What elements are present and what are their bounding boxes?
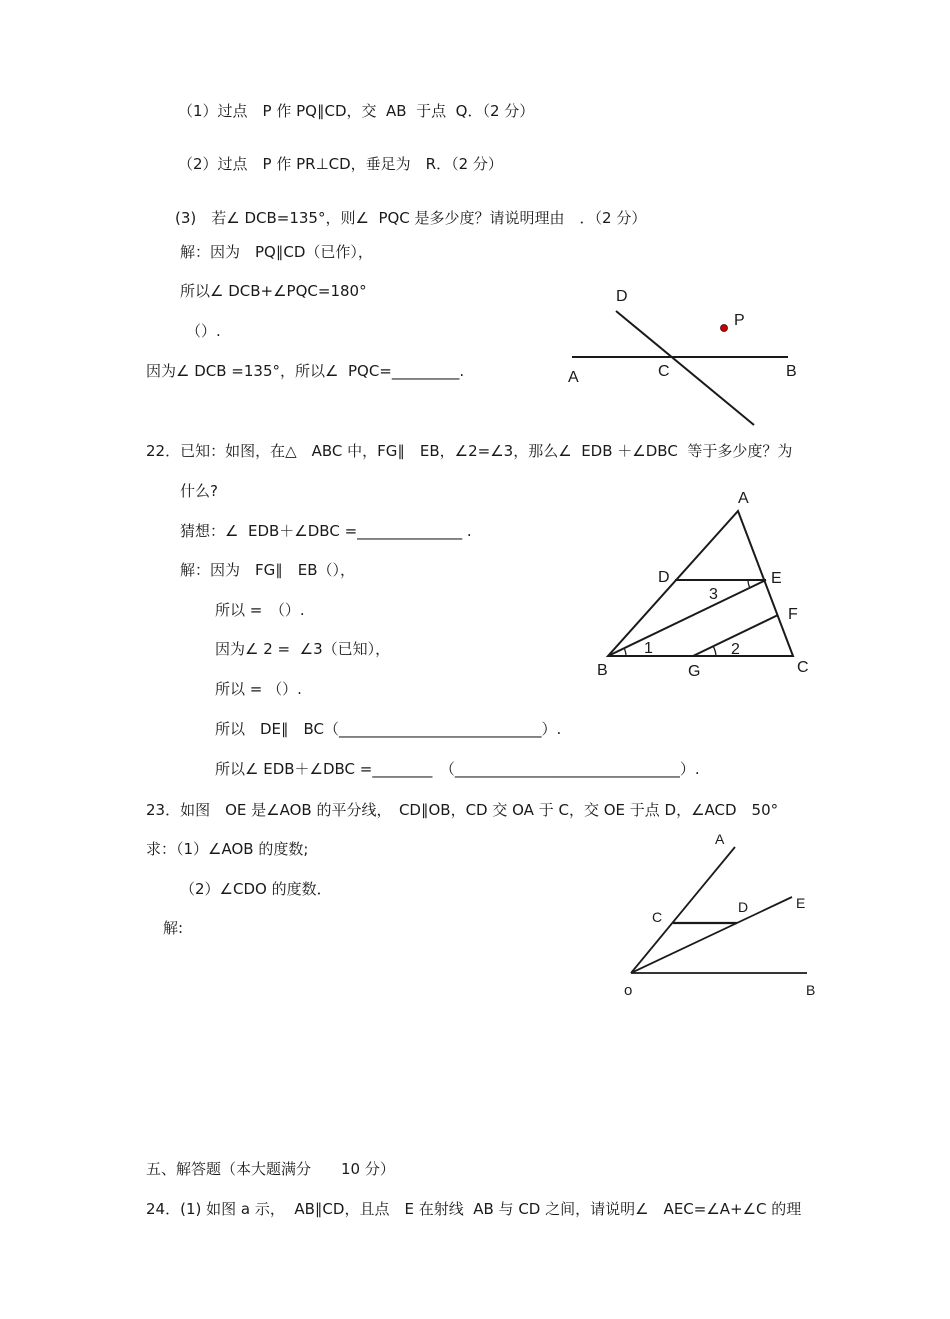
section-5-title: 五、解答题（本大题满分 10 分）: [146, 1160, 395, 1178]
label-b: B: [786, 363, 797, 380]
q21-figure: [560, 280, 800, 430]
label-c: C: [658, 363, 670, 380]
q22-statement: 22．已知：如图，在△ ABC 中，FG∥ EB，∠2=∠3，那么∠ EDB ＋∠DBC 等于多少度？为: [146, 442, 793, 460]
label-f: F: [788, 606, 798, 623]
label-c: C: [797, 659, 809, 676]
label-a: A: [738, 490, 749, 507]
angle-mark-3: [748, 580, 750, 588]
q23-statement: 23．如图 OE 是∠AOB 的平分线， CD∥OB，CD 交 OA 于 C，交 OE 于点 D，∠ACD 50°: [146, 801, 779, 819]
angle-mark-2: [713, 646, 716, 656]
label-o: o: [624, 982, 633, 999]
q21-solution-line-2: 所以∠ DCB+∠PQC=180°: [180, 282, 367, 300]
label-3: 3: [709, 586, 718, 603]
q22-statement-cont: 什么?: [180, 482, 218, 500]
ray-oa: [631, 847, 735, 973]
q23-solution-label: 解:: [163, 919, 184, 937]
q22-solution-line-1: 解：因为 FG∥ EB（），: [180, 561, 356, 579]
label-1: 1: [644, 640, 653, 657]
label-a: A: [715, 831, 725, 847]
label-g: G: [688, 663, 701, 680]
label-d: D: [658, 569, 670, 586]
q23-ask-2: （2）∠CDO 的度数．: [180, 880, 332, 898]
label-c: C: [652, 909, 663, 925]
label-b: B: [806, 982, 816, 998]
q21-step-1: （1）过点 P 作 PQ∥CD，交 AB 于点 Q．（2 分）: [178, 102, 535, 120]
q22-solution-line-3: 因为∠ 2 = ∠3（已知），: [215, 640, 391, 658]
label-a: A: [568, 369, 579, 386]
point-p: [721, 325, 728, 332]
q23-figure: [615, 825, 830, 1005]
q22-solution-line-4: 所以 = （）.: [215, 680, 302, 698]
q23-ask-1: 求：（1）∠AOB 的度数;: [146, 840, 309, 858]
q21-solution-line-4: 因为∠ DCB =135°，所以∠ PQC=_________.: [146, 362, 465, 380]
label-2: 2: [731, 641, 740, 658]
label-d: D: [738, 899, 749, 915]
q21-solution-line-3: （）.: [186, 322, 221, 340]
label-e: E: [771, 570, 782, 587]
segment-be: [608, 580, 766, 656]
q21-step-3: (3) 若∠ DCB=135°，则∠ PQC 是多少度？请说明理由 ．（2 分）: [175, 209, 647, 227]
triangle-abc: [608, 511, 793, 656]
q22-figure: [590, 485, 820, 685]
q21-step-2: （2）过点 P 作 PR⊥CD，垂足为 R．（2 分）: [178, 155, 503, 173]
label-b: B: [597, 662, 608, 679]
angle-mark-1: [624, 648, 626, 656]
label-p: P: [734, 312, 745, 329]
q21-solution-line-1: 解：因为 PQ∥CD（已作），: [180, 243, 373, 261]
label-d: D: [616, 288, 628, 305]
label-e: E: [796, 895, 806, 911]
q22-solution-line-6: 所以∠ EDB＋∠DBC =________ （______________________________）.: [215, 760, 700, 778]
q22-solution-line-5: 所以 DE∥ BC（___________________________）.: [215, 720, 562, 738]
q24-statement: 24．(1) 如图 a 示， AB∥CD，且点 E 在射线 AB 与 CD 之间，请说明∠ AEC=∠A+∠C 的理: [146, 1200, 802, 1218]
q22-solution-line-2: 所以 = （）.: [215, 601, 305, 619]
q22-guess: 猜想：∠ EDB＋∠DBC =______________ .: [180, 522, 472, 540]
